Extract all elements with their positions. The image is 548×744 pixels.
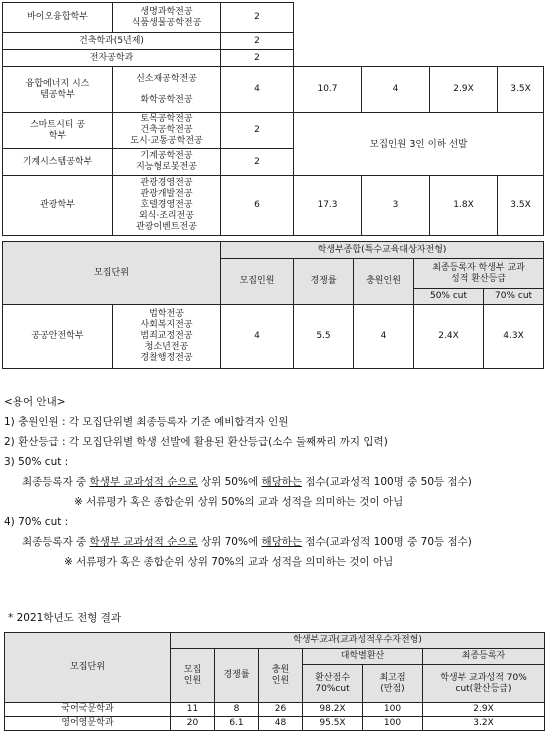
admission-table-3 [4,632,545,731]
note-3-remark: ※ 서류평가 혹은 종합순위 상위 50%의 교과 성적을 의미하는 것이 아님 [74,496,404,508]
major-name: 범죄교정전공 [140,331,193,341]
quota-cell: 11 [171,703,215,717]
quota-cell: 2 [221,50,294,67]
major-name: 관광이벤트전공 [136,222,197,232]
major-name: 사회복지전공 [140,320,193,330]
quota-cell: 2 [221,149,294,176]
max-cell: 100 [363,703,423,717]
cut70-cell: 3.5X [498,67,544,113]
added-cell: 48 [259,717,303,731]
admission-table-2 [2,241,544,369]
rate-cell: 5.5 [294,305,354,369]
major-cell [113,3,221,33]
major-name: 관광경영전공 [140,178,193,188]
score-header: 환산점수 70%cut [303,665,363,703]
major-name: 지능형로봇전공 [136,162,197,172]
section-title: * 2021학년도 전형 결과 [8,612,121,624]
notes-heading: <용어 안내> [4,396,66,408]
added-header: 충원인원 [259,649,303,703]
major-name: 생명과학전공 [140,6,193,17]
major-cell [113,149,221,176]
rate-cell: 8 [215,703,259,717]
unit-cell: 국어국문학과 [5,703,171,717]
added-cell: 4 [354,305,414,369]
major-name: 건축공학전공 [140,125,193,135]
table-row [3,67,544,113]
quota-cell: 4 [221,67,294,113]
final-header: 최종등록자 [423,649,545,665]
unit-cell: 기계시스템공학부 [3,149,113,176]
table-title: 학생부교과(교과성적우수자전형) [171,633,545,649]
major-name: 외식·조리전공 [138,211,195,221]
note-1: 1) 충원인원 : 각 모집단위별 최종등록자 기준 예비합격자 인원 [4,416,289,428]
major-cell [113,305,221,369]
unit-cell: 영어영문학과 [5,717,171,731]
rate-header: 경쟁률 [215,649,259,703]
final-sub-header: 학생부 교과성적 70% cut(환산등급) [423,665,545,703]
unit-header: 모집단위 [3,242,221,305]
quota-cell: 6 [221,176,294,236]
quota-cell: 2 [221,33,294,50]
note-4-remark: ※ 서류평가 혹은 종합순위 상위 70%의 교과 성적을 의미하는 것이 아님 [64,556,394,568]
quota-cell: 4 [221,305,294,369]
note-3-body: 최종등록자 중 학생부 교과성적 순으로 상위 50%에 해당하는 점수(교과성적 100명 중 50등 점수) [22,476,472,488]
table-row [5,703,545,717]
table-header-row [3,242,544,259]
unit-cell: 스마트시티 공학부 [3,113,113,149]
unit-cell: 건축학과(5년제) [3,33,221,50]
added-header: 충원인원 [354,259,414,305]
major-name: 관광개발전공 [140,189,193,199]
table-row [3,305,544,369]
note-4-body: 최종등록자 중 학생부 교과성적 순으로 상위 70%에 해당하는 점수(교과성적 100명 중 70등 점수) [22,536,472,548]
max-cell: 100 [363,717,423,731]
table-header-row [5,633,545,649]
admission-table-1 [2,2,544,236]
table-row [3,113,544,149]
cut70-cell: 4.3X [484,305,544,369]
unit-cell: 공공안전학부 [3,305,113,369]
merged-note-cell: 모집인원 3인 이하 선발 [294,113,544,176]
major-name: 청소년전공 [144,342,189,352]
rate-cell: 6.1 [215,717,259,731]
rate-cell: 10.7 [294,67,362,113]
major-cell [113,176,221,236]
cut50-cell: 2.9X [430,67,498,113]
blank-cell [294,3,544,67]
major-name: 신소재공학전공 [136,73,197,84]
table-title: 학생부종합(특수교육대상자전형) [221,242,544,259]
cut70-header: 70% cut [484,289,544,305]
grade-cell: 3.2X [423,717,545,731]
univ-header: 대학별환산 [303,649,423,665]
note-3-title: 3) 50% cut : [4,456,69,468]
major-cell [113,67,221,113]
major-name: 도시·교통공학전공 [130,136,203,146]
unit-cell: 전자공학과 [3,50,221,67]
cut50-header: 50% cut [414,289,484,305]
quota-header: 모집인원 [221,259,294,305]
rate-header: 경쟁률 [294,259,354,305]
table-row [3,3,544,33]
added-cell: 26 [259,703,303,717]
table-row [5,717,545,731]
major-cell [113,113,221,149]
unit-cell: 융합에너지 시스템공학부 [3,67,113,113]
major-name: 화학공학전공 [140,94,193,105]
terminology-notes [4,392,544,572]
max-header: 최고점 (만점) [363,665,423,703]
quota-cell: 2 [221,3,294,33]
major-name: 법학전공 [149,309,184,319]
cut50-cell: 1.8X [430,176,498,236]
unit-cell: 관광학부 [3,176,113,236]
cut50-cell: 2.4X [414,305,484,369]
unit-header: 모집단위 [5,633,171,703]
cut70-cell: 3.5X [498,176,544,236]
major-name: 식품생물공학전공 [131,17,202,28]
note-4-title: 4) 70% cut : [4,516,69,528]
added-cell: 4 [362,67,430,113]
major-name: 경찰행정전공 [140,353,193,363]
major-name: 토목공학전공 [140,114,193,124]
final-header: 최종등록자 학생부 교과성적 환산등급 [414,259,544,289]
major-name: 기계공학전공 [140,151,193,161]
major-name: 호텔경영전공 [140,200,193,210]
rate-cell: 17.3 [294,176,362,236]
score-cell: 98.2X [303,703,363,717]
quota-header: 모집인원 [171,649,215,703]
added-cell: 3 [362,176,430,236]
grade-cell: 2.9X [423,703,545,717]
note-2: 2) 환산등급 : 각 모집단위별 학생 선발에 활용된 환산등급(소수 둘째짜리 까지 입력) [4,436,388,448]
quota-cell: 2 [221,113,294,149]
score-cell: 95.5X [303,717,363,731]
unit-cell: 바이오융합학부 [3,3,113,33]
quota-cell: 20 [171,717,215,731]
table-row [3,176,544,236]
